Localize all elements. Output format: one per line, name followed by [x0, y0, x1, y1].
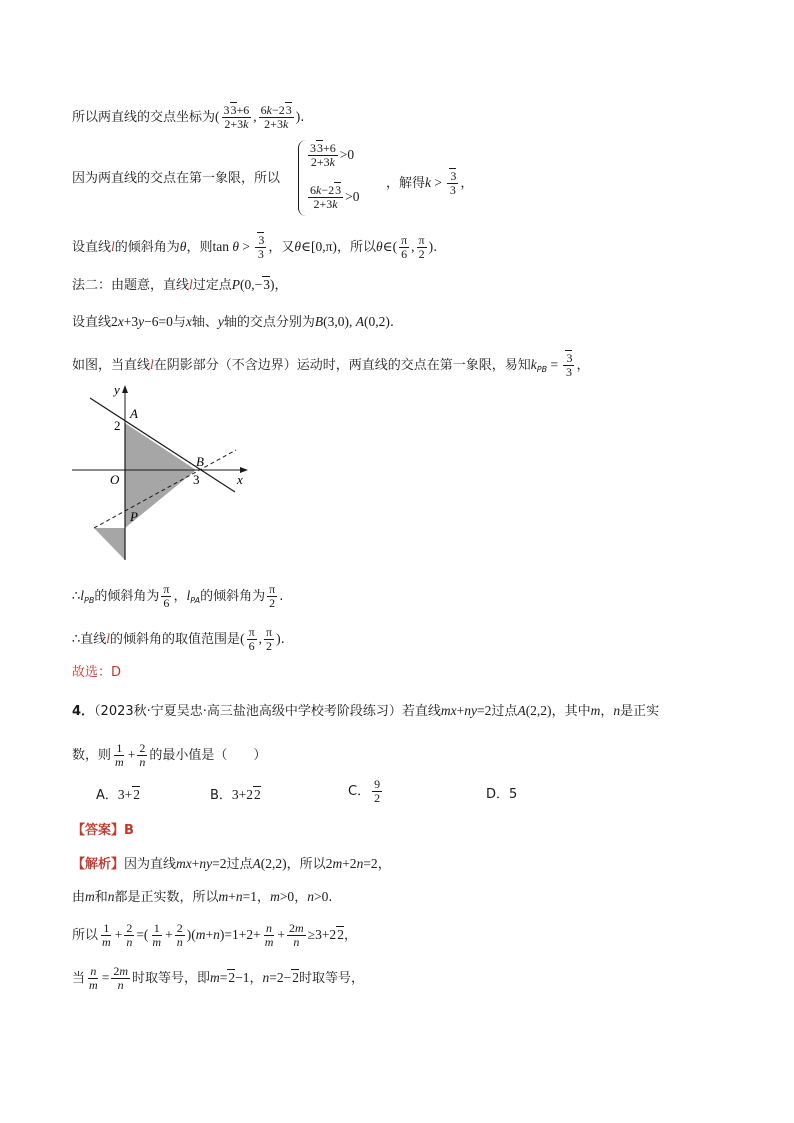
option-d: D．5 — [486, 787, 518, 802]
option-b: B．3+22 — [210, 787, 261, 803]
question-4-line-1: 4．（2023秋·宁夏吴忠·高三盐池高级中学校考阶段练习）若直线mx+ny=2过点A(2,2)，其中m，n是正实 — [72, 703, 660, 719]
line-solve-k: ，解得k > $\frac{3}{3}$ ， — [386, 169, 474, 197]
label-p: P — [130, 509, 138, 524]
answer-tag: 【答案】B — [72, 823, 134, 838]
option-a: A．3+2 — [96, 787, 141, 803]
label-three: 3 — [193, 472, 200, 487]
label-x: x — [237, 472, 243, 487]
fraction: $\frac{33+6}{2+3k}$ — [223, 103, 250, 131]
line-angles: $\therefore l_{PB}$的倾斜角为 $\frac{\pi}{6}$ ，$l_{PA}$的倾斜角为 $\frac{\pi}{2}$ . — [72, 582, 284, 610]
label-two: 2 — [114, 418, 121, 433]
line-first-quadrant: 因为两直线的交点在第一象限，所以 — [72, 171, 281, 186]
label-a: A — [130, 406, 138, 421]
system-row-2: $\frac{6k-23}{2+3k}$ >0 — [310, 183, 360, 211]
system-row-1: $\frac{33+6}{2+3k}$ >0 — [310, 141, 355, 169]
question-4-line-2: 数，则 $\frac{1}{m}$ + $\frac{2}{n}$ 的最小值是（ ） — [72, 741, 267, 769]
line-shaded-region: 如图，当直线l在阴影部分（不含边界）运动时，两直线的交点在第一象限，易知$k_{PB}$ = $\frac{3}{3}$ ， — [72, 351, 590, 379]
coordinate-figure — [72, 380, 262, 566]
line-range: ∴直线l的倾斜角的取值范围是( $\frac{\pi}{6}$ , $\frac{\pi}{2}$ ). — [72, 625, 285, 653]
line-intercepts: 设直线2x+3y−6=0与x轴、y轴的交点分别为B(3,0), A(0,2). — [72, 314, 395, 330]
answer-choice-line: 故选：D — [72, 665, 122, 680]
label-o: O — [110, 472, 120, 487]
label-b: B — [196, 454, 204, 469]
solution-line-4: 当 $\frac{n}{m}$ = $\frac{2m}{n}$ 时取等号，即m=2−1，n=2−2时取等号， — [72, 964, 365, 992]
label-y: y — [114, 382, 120, 397]
y-axis-arrow — [122, 385, 128, 393]
option-c: C． $\frac{9}{2}$ — [348, 777, 381, 805]
shaded-region-lower — [94, 528, 125, 560]
line-tan-theta: 设直线l的倾斜角为θ，则tan θ > $\frac{3}{3}$ ，又θ∈[0,π)，所以θ∈( $\frac{\pi}{6}$ , $\frac{\pi}{2}$ ). — [72, 233, 438, 261]
solution-line-1: 【解析】因为直线mx+ny=2过点A(2,2)，所以2m+2n=2， — [72, 856, 391, 872]
solution-line-2: 由m和n都是正实数，所以m+n=1，m>0，n>0. — [72, 889, 333, 905]
solution-line-3: 所以 $\frac{1}{m}$ + $\frac{2}{n}$ =( $\frac{1}{m}$ + $\frac{2}{n}$ )(m+n)=1+2+ $\frac{n}{m}$ + $\frac{2m}{n}$ ≥3+22， — [72, 921, 357, 949]
line-intersection-coords: 所以两直线的交点坐标为( $\frac{33+6}{2+3k}$ , $\frac{6k-23}{2+3k}$ ). — [72, 103, 305, 131]
fraction: $\frac{6k-23}{2+3k}$ — [260, 103, 292, 131]
line-method-two: 法二：由题意，直线l过定点P(0,−3)， — [72, 277, 288, 293]
